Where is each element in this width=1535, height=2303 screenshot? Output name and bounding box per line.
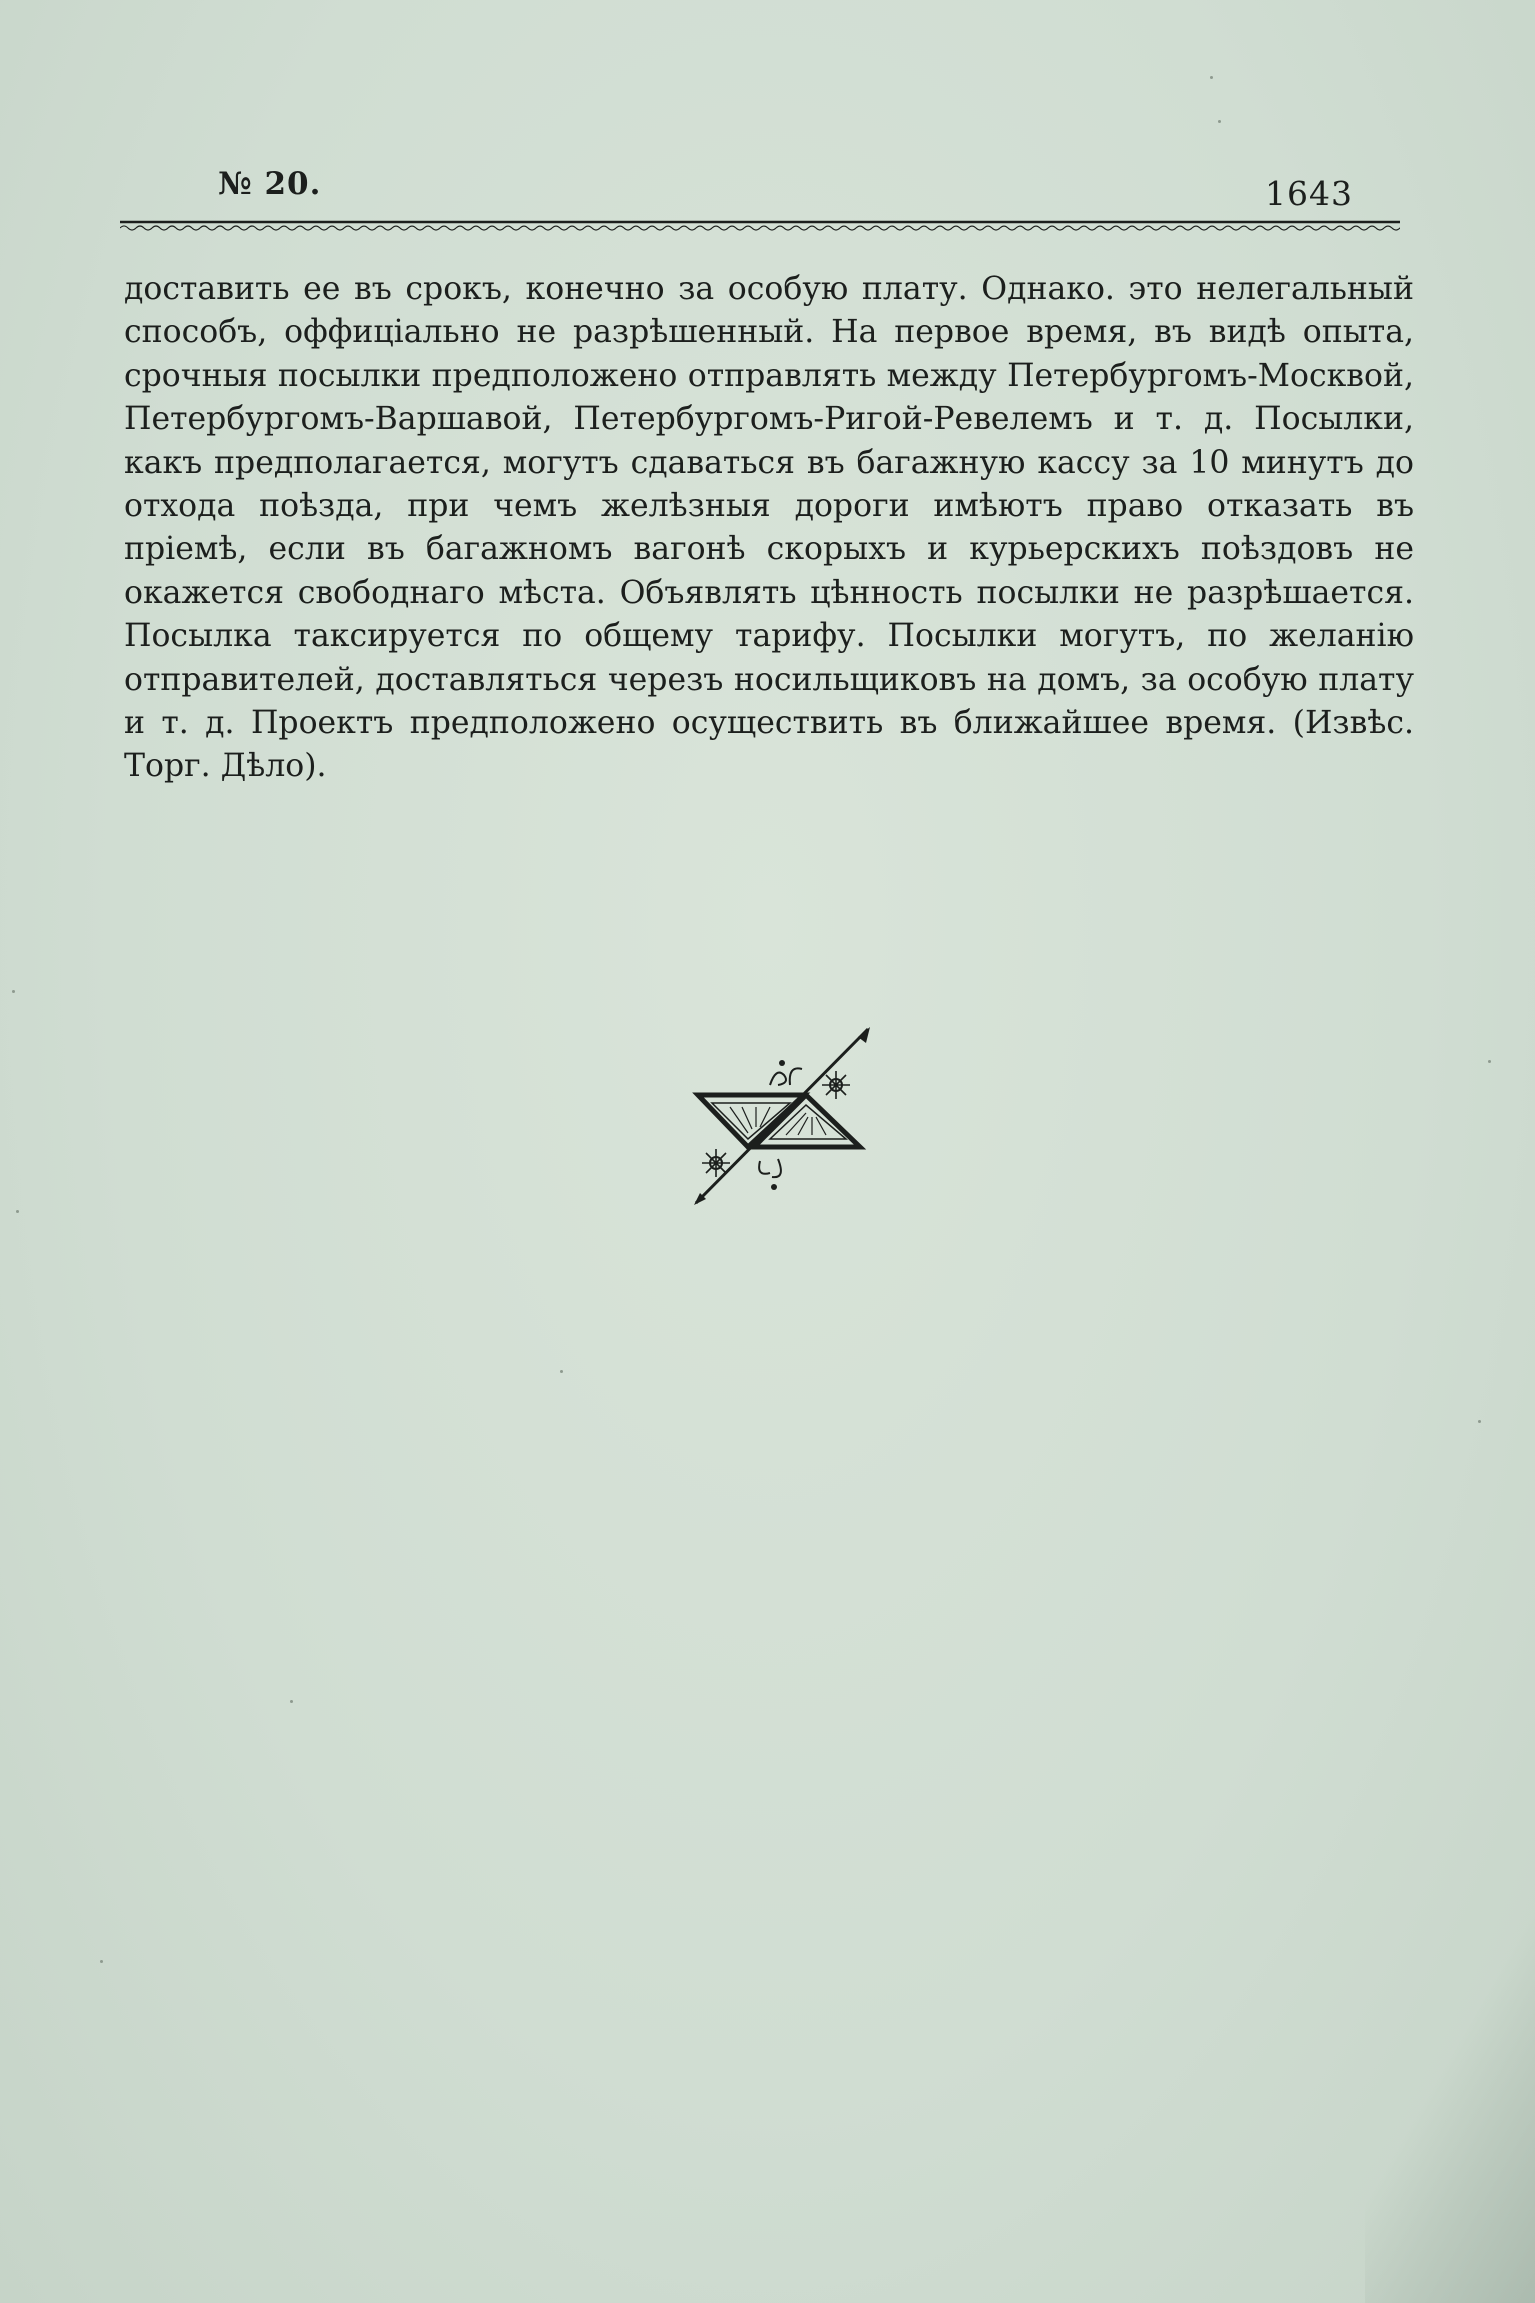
article-body (124, 268, 1414, 789)
issue-number: № 20. (218, 166, 322, 202)
triangular-vignette-ornament-icon (686, 1023, 872, 1211)
header-rule (120, 220, 1400, 234)
paper-speck (290, 1700, 293, 1703)
page-corner-shade (1365, 1883, 1535, 2303)
article-paragraph: доставить ее въ срокъ, конечно за особую плату. Однако. это нелегальный способъ, оффиціально не разрѣшенный. На первое время, въ видѣ опыта, срочныя посылки предположено отправлять между Петербургомъ-Москвой, Петербургомъ-Варшавой, Петербургомъ-Ригой-Ревелемъ и т. д. Посылки, какъ предполагается, могутъ сдаваться въ багажную кассу за 10 минутъ до отхода поѣзда, при чемъ желѣзныя дороги имѣютъ право отказать въ пріемѣ, если въ багажномъ вагонѣ скорыхъ и курьерскихъ поѣздовъ не окажется свободнаго мѣста. Объявлять цѣнность посылки не разрѣшается. Посылка таксируется по общему тарифу. Посылки могутъ, по желанію отправителей, доставляться черезъ носильщиковъ на домъ, за особую плату и т. д. Проектъ предположено осуществить въ ближайшее время. (Извѣс. Торг. Дѣло). (124, 271, 1414, 785)
paper-speck (1218, 120, 1221, 123)
page-number: 1643 (1265, 174, 1353, 213)
paper-speck (16, 1210, 19, 1213)
paper-speck (1210, 76, 1213, 79)
paper-speck (1488, 1060, 1491, 1063)
paper-speck (560, 1370, 563, 1373)
paper-speck (100, 1960, 103, 1963)
paper-speck (1478, 1420, 1481, 1423)
paper-speck (12, 990, 15, 993)
